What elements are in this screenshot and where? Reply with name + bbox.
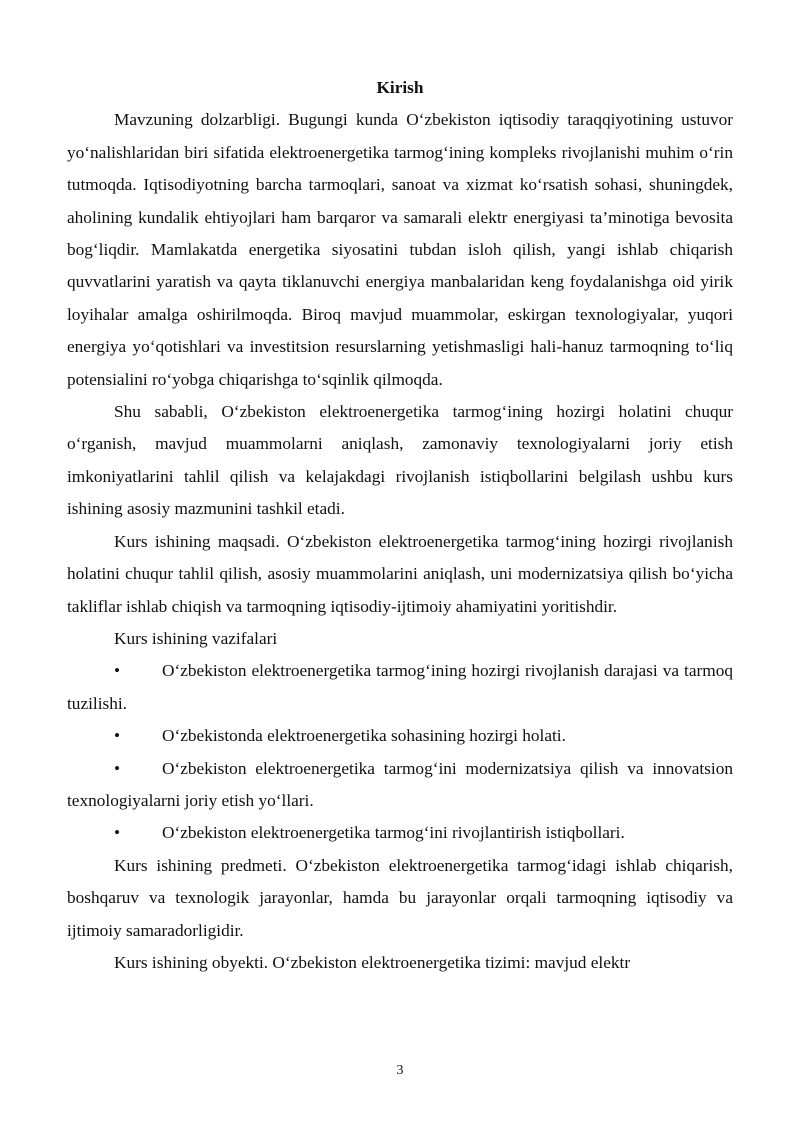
section-title: Kirish: [376, 78, 424, 97]
page-number: 3: [396, 1063, 404, 1078]
paragraph-goal: Kurs ishining maqsadi. O‘zbekiston elektroenergetika tarmog‘ining hozirgi rivojlanish holatini chuqur tahlil qilish, asosiy muammolarini aniqlash, uni modernizatsiya qilish bo‘yicha takliflar ishlab chiqish va tarmoqning iqtisodiy-ijtimoiy ahamiyatini yoritishdir.: [67, 531, 733, 616]
paragraph-rationale: Shu sababli, O‘zbekiston elektroenergetika tarmog‘ining hozirgi holatini chuqur o‘rganish, mavjud muammolarni aniqlash, zamonaviy texnologiyalarni joriy etish imkoniyatlarini tahlil qilish va kelajakdagi rivojlanish istiqbollarini belgilash ushbu kurs ishining asosiy mazmunini tashkil etadi.: [67, 402, 733, 519]
bullet-icon: •: [114, 726, 121, 746]
paragraph-subject: Kurs ishining predmeti. O‘zbekiston elektroenergetika tarmog‘idagi ishlab chiqarish, boshqaruv va texnologik jarayonlar, hamda bu jarayonlar orqali tarmoqning iqtisodiy va ijtimoiy samaradorligidir.: [67, 855, 733, 940]
bullet-icon: •: [114, 823, 121, 843]
task-text: O‘zbekistonda elektroenergetika sohasining hozirgi holati.: [162, 726, 566, 746]
task-text: O‘zbekiston elektroenergetika tarmog‘ini rivojlantirish istiqbollari.: [162, 823, 625, 843]
paragraph-relevance: Mavzuning dolzarbligi. Bugungi kunda O‘zbekiston iqtisodiy taraqqiyotining ustuvor yo‘nalishlaridan biri sifatida elektroenergetika tarmog‘ining kompleks rivojlanishi muhim o‘rin tutmoqda. Iqtisodiyotning barcha tarmoqlari, sanoat va xizmat ko‘rsatish sohasi, shuningdek, aholining kundalik ehtiyojlari ham barqaror va samarali elektr energiyasi ta’minotiga bevosita bog‘liqdir. Mamlakatda energetika siyosatini tubdan isloh qilish, yangi ishlab chiqarish quvvatlarini yaratish va qayta tiklanuvchi energiya manbalaridan keng foydalanishga oid yirik loyihalar amalga oshirilmoqda. Biroq mavjud muammolar, eskirgan texnologiyalar, yuqori energiya yo‘qotishlari va investitsion resurslarning yetishmasligi hali-hanuz tarmoqning to‘liq potensialini ro‘yobga chiqarishga to‘sqinlik qilmoqda.: [67, 110, 733, 389]
task-text: O‘zbekiston elektroenergetika tarmog‘ini modernizatsiya qilish va innovatsion texnologiyalarni joriy etish yo‘llari.: [67, 758, 733, 810]
task-item: [67, 817, 733, 849]
document-body: [67, 72, 733, 979]
tasks-heading: Kurs ishining vazifalari: [114, 628, 278, 648]
bullet-icon: •: [114, 758, 121, 778]
paragraph-object: Kurs ishining obyekti. O‘zbekiston elektroenergetika tizimi: mavjud elektr: [114, 952, 631, 972]
bullet-icon: •: [114, 661, 121, 681]
task-text: O‘zbekiston elektroenergetika tarmog‘ining hozirgi rivojlanish darajasi va tarmoq tuzilishi.: [67, 661, 733, 713]
task-item: [67, 655, 733, 720]
task-item: [67, 720, 733, 752]
task-item: [67, 753, 733, 818]
